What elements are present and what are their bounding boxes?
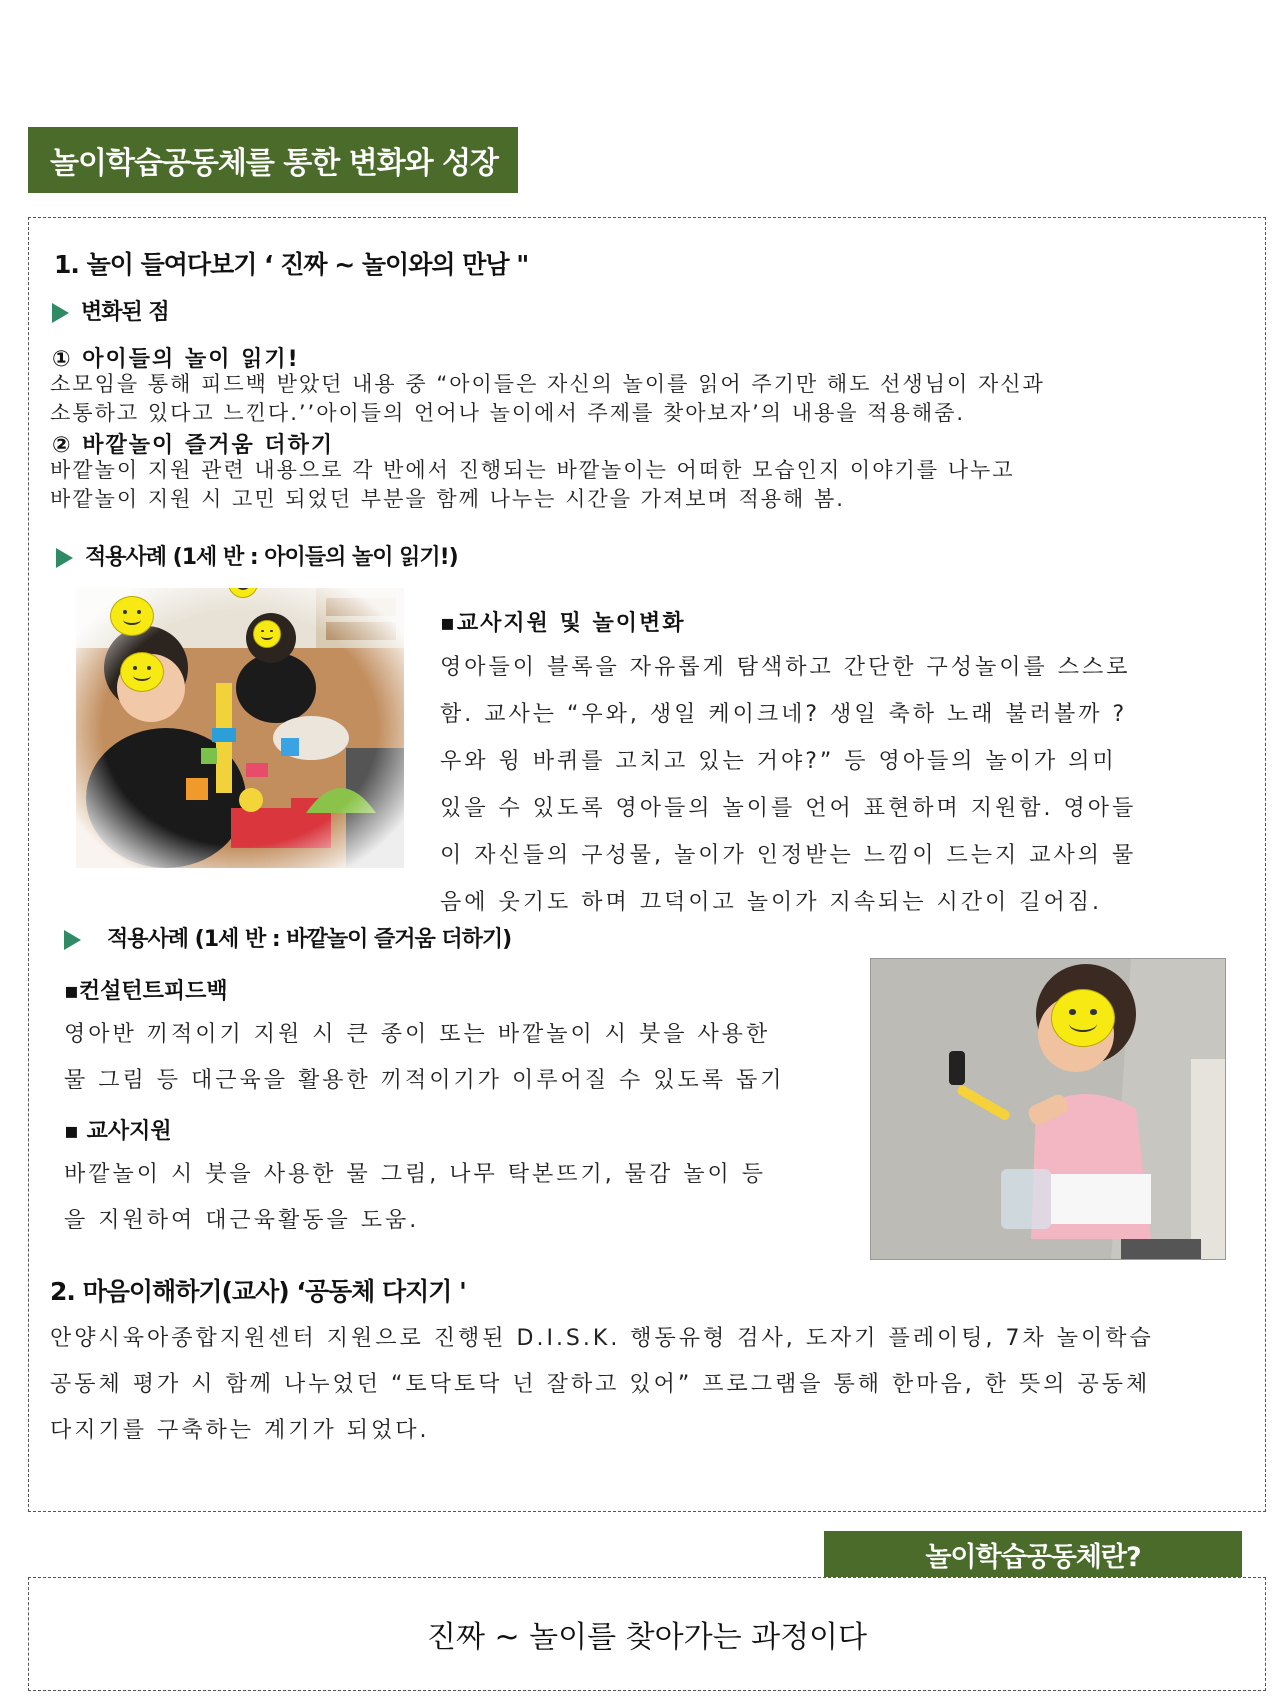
- face-cover-smiley-icon: [110, 596, 154, 636]
- item2-line: 바깥놀이 지원 시 고민 되었던 부분을 함께 나누는 시간을 가져보며 적용해 봄.: [50, 487, 845, 511]
- section2-line: 다지기를 구축하는 계기가 되었다.: [50, 1418, 430, 1443]
- teacher-support-title: ▪ 교사지원: [64, 1119, 172, 1144]
- changes-label: [52, 295, 169, 326]
- item2-title: ② 바깥놀이 즐거움 더하기: [52, 433, 335, 458]
- case2-label-text: 적용사례 (1세 반 : 바깥놀이 즐거움 더하기): [107, 927, 512, 952]
- item1-body: [50, 370, 1045, 428]
- definition-box: [28, 1577, 1266, 1691]
- case1-label: [56, 540, 458, 571]
- section2-line: 안양시육아종합지원센터 지원으로 진행된 D.I.S.K. 행동유형 검사, 도자기 플레이팅, 7차 놀이학습: [50, 1326, 1154, 1351]
- case1-subheading: ▪교사지원 및 놀이변화: [440, 611, 686, 636]
- teacher-support-line: 을 지원하여 대근육활동을 도움.: [64, 1208, 420, 1233]
- face-cover-smiley-icon: [120, 652, 164, 692]
- changes-label-text: 변화된 점: [81, 300, 169, 325]
- consult-line: 영아반 끼적이기 지원 시 큰 종이 또는 바깥놀이 시 붓을 사용한: [64, 1022, 771, 1047]
- teacher-support-body: [64, 1152, 766, 1244]
- consult-body: [64, 1012, 785, 1104]
- case1-line: 이 자신들의 구성물, 놀이가 인정받는 느낌이 드는지 교사의 물: [440, 843, 1137, 868]
- triangle-bullet-icon: [52, 303, 69, 323]
- case1-line: 음에 웃기도 하며 끄덕이고 놀이가 지속되는 시간이 길어짐.: [440, 890, 1102, 915]
- item1-line: 소모임을 통해 피드백 받았던 내용 중 “아이들은 자신의 놀이를 읽어 주기만 해도 선생님이 자신과: [50, 372, 1045, 396]
- triangle-bullet-icon: [56, 548, 73, 568]
- page-title: 놀이학습공동체를 통한 변화와 성장: [28, 127, 518, 193]
- consult-line: 물 그림 등 대근육을 활용한 끼적이기가 이루어질 수 있도록 돕기: [64, 1068, 785, 1093]
- case1-line: 있을 수 있도록 영아들의 놀이를 언어 표현하며 지원함. 영아들: [440, 796, 1137, 821]
- face-cover-smiley-icon: [1051, 989, 1115, 1047]
- definition-label: 놀이학습공동체란?: [824, 1531, 1242, 1577]
- section1-heading: 1. 놀이 들여다보기 ‘ 진짜 ~ 놀이와의 만남 ": [54, 250, 529, 279]
- item2-body: [50, 456, 1015, 514]
- section2-heading: 2. 마음이해하기(교사) ‘공동체 다지기 ': [50, 1277, 466, 1306]
- teacher-support-line: 바깥놀이 시 붓을 사용한 물 그림, 나무 탁본뜨기, 물감 놀이 등: [64, 1162, 766, 1187]
- section2-line: 공동체 평가 시 함께 나누었던 “토닥토닥 넌 잘하고 있어” 프로그램을 통해 한마음, 한 뜻의 공동체: [50, 1372, 1151, 1397]
- brush-painting-illustration: [871, 959, 1226, 1260]
- case1-line: 우와 윙 바퀴를 고치고 있는 거야?” 등 영아들의 놀이가 의미: [440, 749, 1117, 774]
- section2-body: [50, 1316, 1154, 1454]
- case1-label-text: 적용사례 (1세 반 : 아이들의 놀이 읽기!): [85, 545, 458, 570]
- case1-body: [440, 644, 1240, 926]
- blocks-play-photo: [76, 588, 404, 868]
- item1-title: ① 아이들의 놀이 읽기!: [52, 347, 300, 372]
- case1-line: 영아들이 블록을 자유롭게 탐색하고 간단한 구성놀이를 스스로: [440, 655, 1131, 680]
- item2-line: 바깥놀이 지원 관련 내용으로 각 반에서 진행되는 바깥놀이는 어떠한 모습인지 이야기를 나누고: [50, 458, 1015, 482]
- consult-title: ▪컨설턴트피드백: [64, 979, 228, 1004]
- case2-label: [64, 922, 511, 953]
- triangle-bullet-icon: [64, 930, 81, 950]
- face-cover-smiley-icon: [253, 620, 281, 648]
- brush-painting-photo: [870, 958, 1226, 1260]
- item1-line: 소통하고 있다고 느낀다.’’아이들의 언어나 놀이에서 주제를 찾아보자’의 내용을 적용해줌.: [50, 401, 966, 425]
- case1-line: 함. 교사는 “우와, 생일 케이크네? 생일 축하 노래 불러볼까 ?: [440, 702, 1128, 727]
- definition-text: 진짜 ~ 놀이를 찾아가는 과정이다: [426, 1620, 868, 1655]
